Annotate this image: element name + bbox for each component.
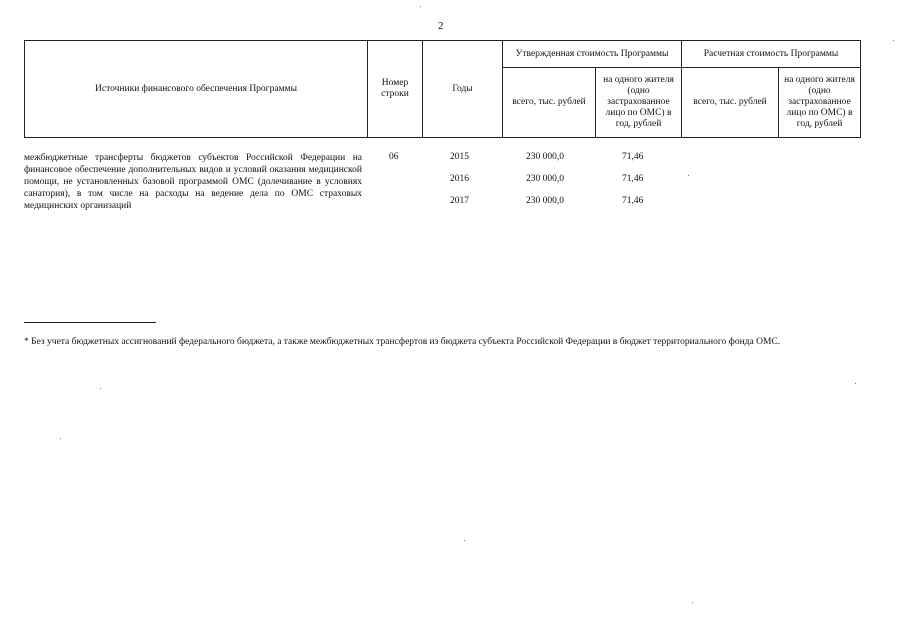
approved-per-person-cell: 71,46 (622, 174, 644, 184)
footnote-separator (24, 322, 156, 323)
header-approved-per-person: на одного жителя (одно застрахованное лицо по ОМС) в год, рублей (596, 68, 682, 138)
year-cell: 2015 (450, 152, 469, 162)
approved-total-cell: 230 000,0 (526, 152, 564, 162)
scan-speck (464, 540, 465, 541)
year-cell: 2016 (450, 174, 469, 184)
header-approved-total: всего, тыс. рублей (503, 68, 596, 138)
scan-speck (688, 175, 689, 176)
header-approved-cost: Утвержденная стоимость Программы (503, 41, 682, 68)
source-description: межбюджетные трансферты бюджетов субъектов Российской Федерации на финансовое обеспечение дополнительных видов и условий оказания медицинской помощи, не установленных базовой программой ОМС (долечивание в условиях санатория), в том числе на расходы на ведение дела по ОМС страховых медицинских организаций (24, 153, 362, 211)
header-calculated-total: всего, тыс. рублей (682, 68, 779, 138)
header-calculated-per-person: на одного жителя (одно застрахованное лицо по ОМС) в год, рублей (779, 68, 861, 138)
footnote: * Без учета бюджетных ассигнований федерального бюджета, а также межбюджетных трансфертов из бюджета субъекта Российской Федерации в бюджет территориального фонда ОМС. (24, 337, 781, 347)
header-sources: Источники финансового обеспечения Программы (25, 41, 368, 138)
scan-speck (855, 383, 856, 384)
scan-speck (893, 40, 894, 41)
scan-speck (100, 388, 101, 389)
approved-per-person-cell: 71,46 (622, 152, 644, 162)
approved-total-cell: 230 000,0 (526, 174, 564, 184)
header-years: Годы (423, 41, 503, 138)
scan-speck (60, 438, 61, 439)
year-cell: 2017 (450, 196, 469, 206)
approved-total-cell: 230 000,0 (526, 196, 564, 206)
approved-per-person-cell: 71,46 (622, 196, 644, 206)
header-calculated-cost: Расчетная стоимость Программы (682, 41, 861, 68)
scan-speck (692, 602, 693, 603)
row-number-value: 06 (389, 152, 399, 162)
scan-speck (420, 6, 421, 7)
page-number: 2 (438, 20, 444, 32)
header-row-number: Номер строки (368, 41, 423, 138)
financing-table-header (24, 40, 861, 138)
